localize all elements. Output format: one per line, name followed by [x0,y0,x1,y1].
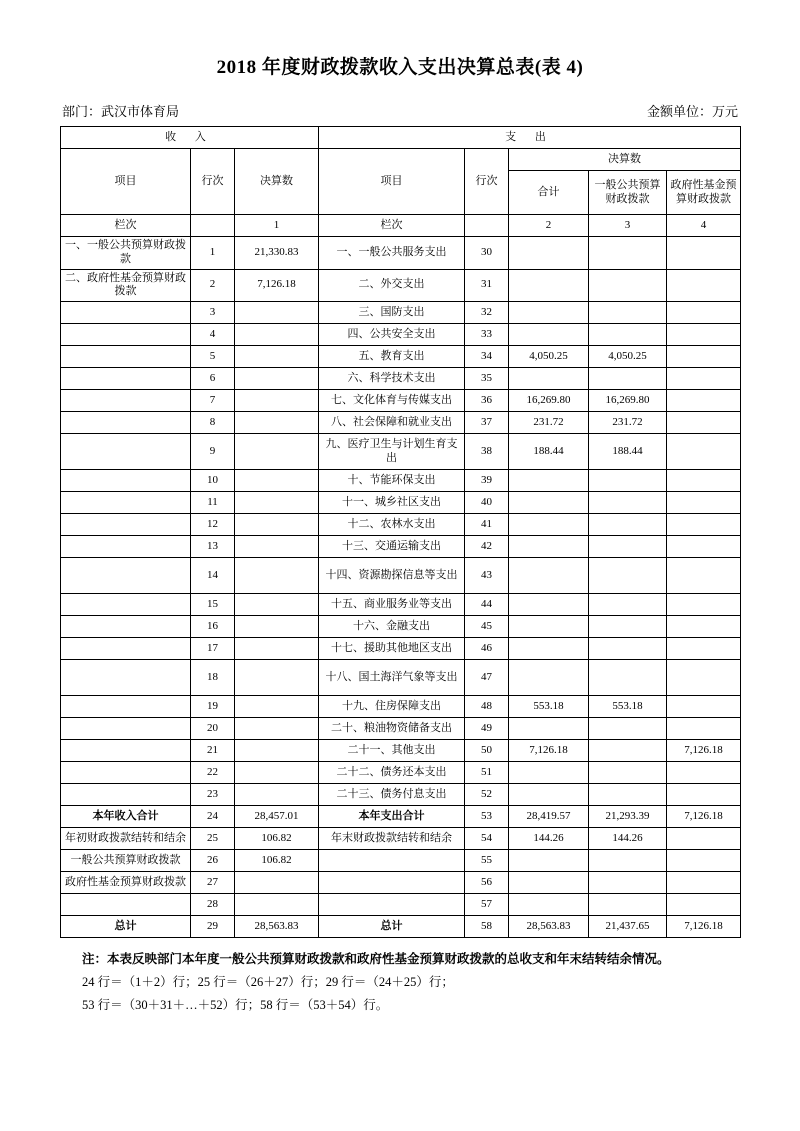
expense-item-cell: 二十三、债务付息支出 [319,784,465,806]
expense-total-cell [509,850,589,872]
expense-rowno-cell: 54 [465,828,509,850]
note-line-2: 24 行＝（1＋2）行；25 行＝（26＋27）行；29 行＝（24＋25）行； [82,975,454,990]
expense-total-cell: 28,563.83 [509,916,589,938]
table-row [61,638,741,660]
income-item-cell: 政府性基金预算财政拨款 [61,872,191,894]
expense-gpb-cell [589,638,667,660]
income-amount-cell [235,616,319,638]
expense-gfb-cell [667,269,741,302]
expense-gpb-cell: 553.18 [589,696,667,718]
expense-gpb-cell: 21,437.65 [589,916,667,938]
expense-item-cell: 二十二、债务还本支出 [319,762,465,784]
expense-gpb-cell: 16,269.80 [589,390,667,412]
column-index-blank-2 [465,215,509,237]
table-header-group-row [61,127,741,149]
income-rowno-cell: 10 [191,470,235,492]
expense-gfb-cell [667,346,741,368]
unit-label: 金额单位：万元 [646,104,738,119]
table-row [61,872,741,894]
table-row [61,784,741,806]
header-expense-group: 支 出 [319,127,741,149]
expense-rowno-cell: 47 [465,660,509,696]
header-general-public-budget: 一般公共预算财政拨款 [589,171,667,215]
table-row [61,660,741,696]
income-item-cell: 本年收入合计 [61,806,191,828]
income-rowno-cell: 7 [191,390,235,412]
header-income-amount: 决算数 [235,149,319,215]
expense-total-cell: 144.26 [509,828,589,850]
expense-item-cell: 十、节能环保支出 [319,470,465,492]
expense-gfb-cell [667,616,741,638]
income-amount-cell: 28,563.83 [235,916,319,938]
income-item-cell [61,696,191,718]
financial-table [60,126,741,938]
expense-rowno-cell: 50 [465,740,509,762]
expense-rowno-cell: 49 [465,718,509,740]
expense-rowno-cell: 33 [465,324,509,346]
expense-gpb-cell [589,850,667,872]
income-rowno-cell: 8 [191,412,235,434]
income-amount-cell [235,894,319,916]
expense-item-cell [319,872,465,894]
income-rowno-cell: 9 [191,434,235,470]
expense-item-cell: 二十、粮油物资储备支出 [319,718,465,740]
income-rowno-cell: 20 [191,718,235,740]
expense-item-cell: 四、公共安全支出 [319,324,465,346]
expense-total-cell [509,269,589,302]
income-amount-cell [235,470,319,492]
income-rowno-cell: 18 [191,660,235,696]
expense-gfb-cell [667,237,741,270]
expense-gpb-cell [589,368,667,390]
income-amount-cell [235,784,319,806]
expense-gpb-cell [589,594,667,616]
table-notes [60,948,740,1017]
income-item-cell: 一、一般公共预算财政拨款 [61,237,191,270]
expense-gfb-cell [667,324,741,346]
column-index-4: 4 [667,215,741,237]
expense-rowno-cell: 41 [465,514,509,536]
expense-gpb-cell: 4,050.25 [589,346,667,368]
header-expense-item: 项目 [319,149,465,215]
income-amount-cell: 28,457.01 [235,806,319,828]
expense-total-cell [509,368,589,390]
expense-gfb-cell: 7,126.18 [667,916,741,938]
expense-item-cell: 总计 [319,916,465,938]
expense-rowno-cell: 40 [465,492,509,514]
income-amount-cell [235,638,319,660]
expense-rowno-cell: 39 [465,470,509,492]
expense-rowno-cell: 46 [465,638,509,660]
expense-gpb-cell: 188.44 [589,434,667,470]
expense-rowno-cell: 55 [465,850,509,872]
page-title: 2018 年度财政拨款收入支出决算总表(表 4) [216,57,584,78]
expense-rowno-cell: 58 [465,916,509,938]
expense-rowno-cell: 35 [465,368,509,390]
column-index-3: 3 [589,215,667,237]
income-amount-cell: 106.82 [235,850,319,872]
income-item-cell [61,594,191,616]
column-index-1: 1 [235,215,319,237]
income-rowno-cell: 2 [191,269,235,302]
expense-gfb-cell [667,470,741,492]
meta-row [60,101,740,120]
income-item-cell [61,324,191,346]
expense-gfb-cell [667,536,741,558]
income-item-cell [61,894,191,916]
expense-gfb-cell [667,850,741,872]
income-item-cell [61,718,191,740]
income-amount-cell: 21,330.83 [235,237,319,270]
note-line-3: 53 行＝（30＋31＋…＋52）行；58 行＝（53＋54）行。 [82,998,389,1013]
income-item-cell [61,740,191,762]
expense-gpb-cell [589,269,667,302]
header-total: 合计 [509,171,589,215]
expense-total-cell [509,872,589,894]
table-row [61,346,741,368]
table-row [61,718,741,740]
header-final-account: 决算数 [509,149,741,171]
income-rowno-cell: 22 [191,762,235,784]
table-row [61,514,741,536]
expense-item-cell [319,850,465,872]
income-item-cell [61,660,191,696]
expense-gfb-cell [667,718,741,740]
table-header-sub-row [61,149,741,171]
expense-gfb-cell [667,696,741,718]
expense-gfb-cell [667,660,741,696]
income-amount-cell [235,434,319,470]
table-row [61,368,741,390]
income-amount-cell: 106.82 [235,828,319,850]
expense-gfb-cell [667,638,741,660]
income-amount-cell [235,492,319,514]
expense-item-cell: 十五、商业服务业等支出 [319,594,465,616]
expense-gpb-cell: 21,293.39 [589,806,667,828]
expense-rowno-cell: 48 [465,696,509,718]
income-rowno-cell: 12 [191,514,235,536]
expense-gfb-cell [667,302,741,324]
income-item-cell [61,346,191,368]
expense-total-cell: 4,050.25 [509,346,589,368]
expense-rowno-cell: 36 [465,390,509,412]
expense-item-cell: 八、社会保障和就业支出 [319,412,465,434]
expense-gpb-cell [589,558,667,594]
expense-rowno-cell: 34 [465,346,509,368]
expense-total-cell [509,514,589,536]
header-income-item: 项目 [61,149,191,215]
expense-item-cell: 十四、资源勘探信息等支出 [319,558,465,594]
expense-total-cell: 553.18 [509,696,589,718]
table-row [61,237,741,270]
header-gov-fund-budget: 政府性基金预算财政拨款 [667,171,741,215]
table-row [61,894,741,916]
expense-total-cell [509,660,589,696]
income-rowno-cell: 26 [191,850,235,872]
expense-item-cell: 九、医疗卫生与计划生育支出 [319,434,465,470]
column-label-income: 栏次 [61,215,191,237]
expense-total-cell [509,237,589,270]
income-rowno-cell: 29 [191,916,235,938]
income-item-cell [61,762,191,784]
expense-item-cell: 本年支出合计 [319,806,465,828]
income-rowno-cell: 21 [191,740,235,762]
expense-rowno-cell: 56 [465,872,509,894]
income-rowno-cell: 23 [191,784,235,806]
expense-rowno-cell: 37 [465,412,509,434]
table-row [61,616,741,638]
header-income-group: 收 入 [61,127,319,149]
expense-gfb-cell: 7,126.18 [667,806,741,828]
expense-total-cell [509,594,589,616]
income-item-cell [61,434,191,470]
expense-gpb-cell [589,324,667,346]
income-amount-cell [235,390,319,412]
table-row [61,536,741,558]
expense-gfb-cell [667,412,741,434]
income-rowno-cell: 25 [191,828,235,850]
expense-total-cell [509,302,589,324]
expense-rowno-cell: 53 [465,806,509,828]
income-rowno-cell: 1 [191,237,235,270]
income-rowno-cell: 24 [191,806,235,828]
expense-gpb-cell [589,470,667,492]
expense-gfb-cell: 7,126.18 [667,740,741,762]
expense-total-cell [509,616,589,638]
income-amount-cell [235,302,319,324]
table-row [61,470,741,492]
expense-gfb-cell [667,872,741,894]
income-amount-cell [235,412,319,434]
income-item-cell [61,638,191,660]
expense-item-cell: 十二、农林水支出 [319,514,465,536]
income-rowno-cell: 17 [191,638,235,660]
expense-gpb-cell [589,894,667,916]
expense-total-cell [509,492,589,514]
income-amount-cell [235,514,319,536]
table-row [61,828,741,850]
income-amount-cell [235,346,319,368]
table-row [61,324,741,346]
income-rowno-cell: 14 [191,558,235,594]
table-column-index-row [61,215,741,237]
income-rowno-cell: 28 [191,894,235,916]
income-rowno-cell: 27 [191,872,235,894]
expense-item-cell: 五、教育支出 [319,346,465,368]
expense-gfb-cell [667,784,741,806]
income-amount-cell [235,324,319,346]
income-rowno-cell: 15 [191,594,235,616]
income-item-cell: 二、政府性基金预算财政拨款 [61,269,191,302]
income-amount-cell [235,696,319,718]
table-row [61,492,741,514]
income-item-cell: 总计 [61,916,191,938]
expense-gpb-cell [589,237,667,270]
expense-rowno-cell: 45 [465,616,509,638]
expense-rowno-cell: 52 [465,784,509,806]
expense-gpb-cell [589,302,667,324]
expense-item-cell: 十一、城乡社区支出 [319,492,465,514]
table-row [61,850,741,872]
expense-rowno-cell: 42 [465,536,509,558]
income-amount-cell [235,718,319,740]
note-line-1: 注：本表反映部门本年度一般公共预算财政拨款和政府性基金预算财政拨款的总收支和年末结转结余情况。 [82,952,670,966]
expense-total-cell [509,762,589,784]
expense-gpb-cell: 144.26 [589,828,667,850]
income-item-cell [61,514,191,536]
income-item-cell [61,558,191,594]
table-row [61,806,741,828]
department-label: 部门：武汉市体育局 [62,104,180,119]
expense-total-cell [509,558,589,594]
expense-item-cell: 十三、交通运输支出 [319,536,465,558]
column-label-expense: 栏次 [319,215,465,237]
expense-gpb-cell [589,616,667,638]
income-item-cell [61,536,191,558]
expense-item-cell: 十八、国土海洋气象等支出 [319,660,465,696]
income-amount-cell [235,536,319,558]
expense-rowno-cell: 43 [465,558,509,594]
expense-total-cell: 28,419.57 [509,806,589,828]
expense-gfb-cell [667,762,741,784]
expense-rowno-cell: 30 [465,237,509,270]
table-row [61,558,741,594]
expense-item-cell: 一、一般公共服务支出 [319,237,465,270]
expense-rowno-cell: 44 [465,594,509,616]
expense-total-cell: 188.44 [509,434,589,470]
table-row [61,696,741,718]
expense-total-cell [509,894,589,916]
expense-item-cell [319,894,465,916]
expense-total-cell [509,784,589,806]
expense-rowno-cell: 57 [465,894,509,916]
expense-gpb-cell [589,872,667,894]
income-amount-cell [235,558,319,594]
income-rowno-cell: 4 [191,324,235,346]
column-index-blank-1 [191,215,235,237]
table-row [61,916,741,938]
table-row [61,740,741,762]
expense-gfb-cell [667,828,741,850]
expense-rowno-cell: 32 [465,302,509,324]
expense-total-cell: 231.72 [509,412,589,434]
income-rowno-cell: 16 [191,616,235,638]
column-index-2: 2 [509,215,589,237]
expense-gfb-cell [667,594,741,616]
table-row [61,269,741,302]
expense-rowno-cell: 31 [465,269,509,302]
expense-item-cell: 十九、住房保障支出 [319,696,465,718]
expense-total-cell [509,324,589,346]
expense-total-cell [509,470,589,492]
expense-gpb-cell [589,784,667,806]
income-rowno-cell: 3 [191,302,235,324]
expense-gpb-cell [589,718,667,740]
expense-gfb-cell [667,434,741,470]
income-amount-cell [235,660,319,696]
income-amount-cell [235,762,319,784]
expense-gpb-cell [589,660,667,696]
income-item-cell: 一般公共预算财政拨款 [61,850,191,872]
expense-gpb-cell [589,492,667,514]
expense-gfb-cell [667,368,741,390]
expense-total-cell: 7,126.18 [509,740,589,762]
income-item-cell [61,368,191,390]
expense-gpb-cell [589,762,667,784]
income-item-cell [61,412,191,434]
expense-item-cell: 二十一、其他支出 [319,740,465,762]
expense-item-cell: 十六、金融支出 [319,616,465,638]
table-row [61,412,741,434]
income-item-cell: 年初财政拨款结转和结余 [61,828,191,850]
table-row [61,762,741,784]
header-expense-rowno: 行次 [465,149,509,215]
expense-total-cell [509,638,589,660]
expense-rowno-cell: 51 [465,762,509,784]
expense-total-cell [509,718,589,740]
income-amount-cell [235,368,319,390]
expense-item-cell: 六、科学技术支出 [319,368,465,390]
income-rowno-cell: 19 [191,696,235,718]
income-amount-cell [235,594,319,616]
income-item-cell [61,492,191,514]
expense-item-cell: 年末财政拨款结转和结余 [319,828,465,850]
table-row [61,390,741,412]
expense-gfb-cell [667,492,741,514]
income-rowno-cell: 6 [191,368,235,390]
income-rowno-cell: 5 [191,346,235,368]
expense-gfb-cell [667,390,741,412]
income-item-cell [61,302,191,324]
expense-gpb-cell [589,514,667,536]
income-item-cell [61,390,191,412]
income-item-cell [61,784,191,806]
income-rowno-cell: 11 [191,492,235,514]
table-row [61,434,741,470]
expense-gfb-cell [667,514,741,536]
table-row [61,302,741,324]
expense-gfb-cell [667,894,741,916]
expense-total-cell: 16,269.80 [509,390,589,412]
table-row [61,594,741,616]
header-income-rowno: 行次 [191,149,235,215]
income-rowno-cell: 13 [191,536,235,558]
expense-rowno-cell: 38 [465,434,509,470]
expense-gpb-cell: 231.72 [589,412,667,434]
income-item-cell [61,616,191,638]
expense-item-cell: 三、国防支出 [319,302,465,324]
expense-gpb-cell [589,740,667,762]
income-amount-cell: 7,126.18 [235,269,319,302]
expense-gfb-cell [667,558,741,594]
expense-gpb-cell [589,536,667,558]
expense-item-cell: 十七、援助其他地区支出 [319,638,465,660]
income-item-cell [61,470,191,492]
income-amount-cell [235,740,319,762]
income-amount-cell [235,872,319,894]
expense-item-cell: 七、文化体育与传媒支出 [319,390,465,412]
expense-total-cell [509,536,589,558]
expense-item-cell: 二、外交支出 [319,269,465,302]
